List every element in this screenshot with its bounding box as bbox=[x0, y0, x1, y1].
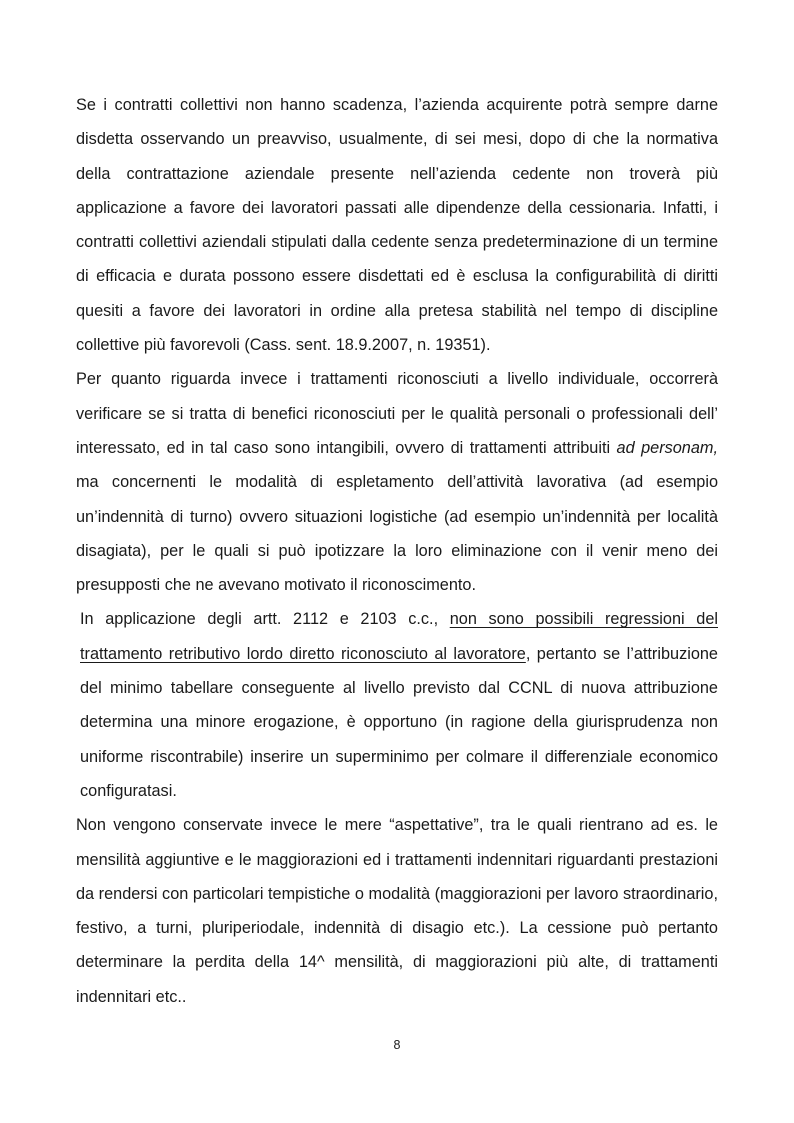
underlined-phrase: non sono possibili regressioni del trattamento retributivo lordo diretto riconosciuto al lavoratore bbox=[80, 610, 718, 663]
paragraph-regressions bbox=[76, 602, 718, 808]
paragraph-individual-treatments bbox=[76, 362, 718, 602]
paragraph-expectations bbox=[76, 808, 718, 1014]
page-number: 8 bbox=[393, 1038, 401, 1052]
paragraph-text: ma concernenti le modalità di espletamento dell’attività lavorativa (ad esempio un’indennità di turno) ovvero situazioni logistiche (ad esempio un’indennità per località disagiata), per le quali si può ipotizzare la loro eliminazione con il venir meno dei presupposti che ne avevano motivato il riconoscimento. bbox=[76, 473, 718, 595]
paragraph-collective-contracts bbox=[76, 88, 718, 362]
document-body bbox=[76, 88, 718, 1014]
paragraph-text: Per quanto riguarda invece i trattamenti riconosciuti a livello individuale, occorrerà verificare se si tratta di benefici riconosciuti per le qualità personali o professionali dell’ interessato, ed in tal caso sono intangibili, ovvero di trattamenti attribuiti bbox=[76, 370, 718, 457]
paragraph-text: Se i contratti collettivi non hanno scadenza, l’azienda acquirente potrà sempre darne disdetta osservando un preavviso, usualmente, di sei mesi, dopo di che la normativa della contrattazione aziendale presente nell’azienda cedente non troverà più applicazione a favore dei lavoratori passati alle dipendenze della cessionaria. Infatti, i contratti collettivi aziendali stipulati dalla cedente senza predeterminazione di un termine di efficacia e durata possono essere disdettati ed è esclusa la configurabilità di diritti quesiti a favore dei lavoratori in ordine alla pretesa stabilità nel tempo di discipline collettive più favorevoli (Cass. sent. 18.9.2007, n. 19351). bbox=[76, 96, 718, 355]
paragraph-text: Non vengono conservate invece le mere “aspettative”, tra le quali rientrano ad es. le mensilità aggiuntive e le maggiorazioni ed i trattamenti indennitari riguardanti prestazioni da rendersi con particolari tempistiche o modalità (maggiorazioni per lavoro straordinario, festivo, a turni, pluriperiodale, indennità di disagio etc.). La cessione può pertanto determinare la perdita della 14^ mensilità, di maggiorazioni più alte, di trattamenti indennitari etc.. bbox=[76, 816, 718, 1006]
paragraph-text: In applicazione degli artt. 2112 e 2103 c.c., bbox=[80, 610, 450, 629]
paragraph-text: , pertanto se l’attribuzione del minimo tabellare conseguente al livello previsto dal CCNL di nuova attribuzione determina una minore erogazione, è opportuno (in ragione della giurisprudenza non uniforme riscontrabile) inserire un superminimo per colmare il differenziale economico configuratasi. bbox=[80, 644, 718, 800]
italic-phrase: ad personam, bbox=[616, 438, 719, 457]
